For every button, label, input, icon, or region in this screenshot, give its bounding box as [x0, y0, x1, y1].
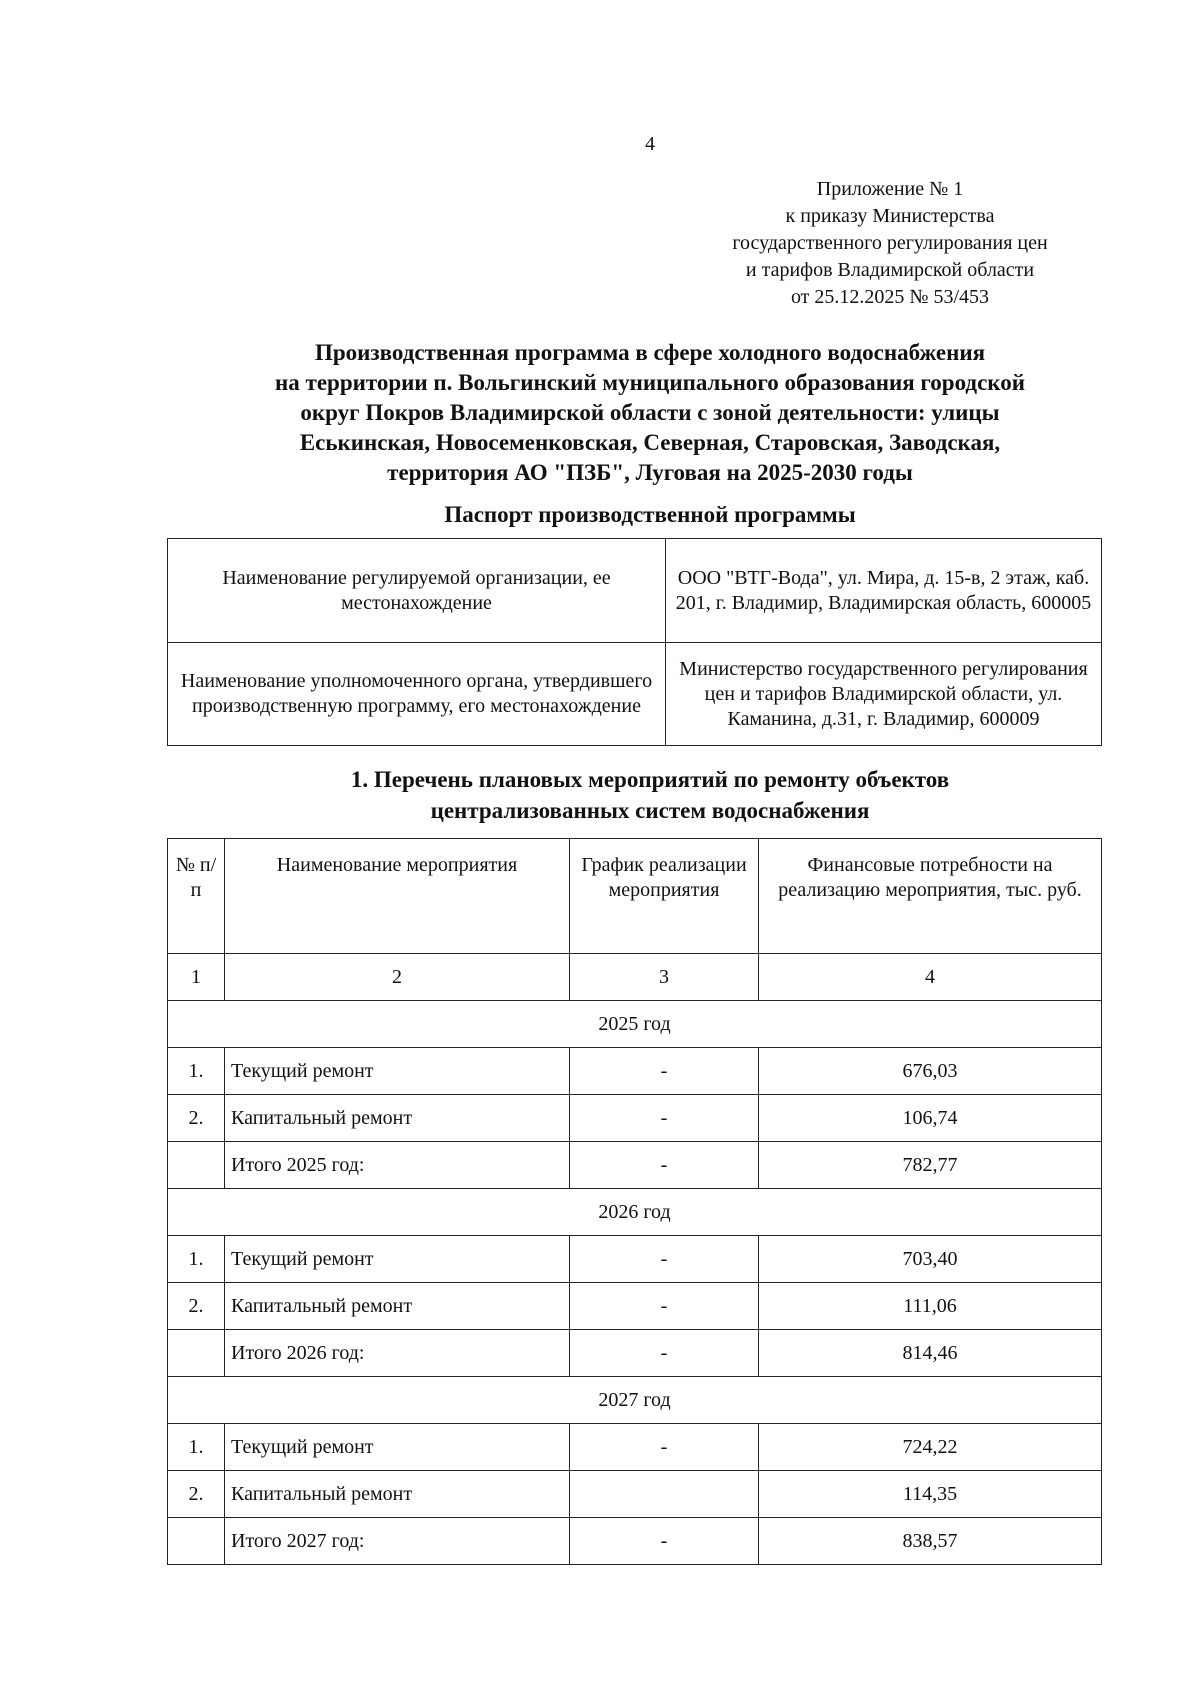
column-number: 2: [225, 954, 570, 1001]
title-line: Производственная программа в сфере холодного водоснабжения: [314, 340, 986, 365]
schedule-cell: -: [570, 1236, 759, 1283]
document-title: [140, 338, 1160, 488]
amount-cell: 703,40: [759, 1236, 1102, 1283]
section-heading-line: 1. Перечень плановых мероприятий по ремонту объектов: [350, 767, 950, 792]
schedule-cell: -: [570, 1283, 759, 1330]
measure-name: Текущий ремонт: [225, 1048, 570, 1095]
table-row: [168, 1048, 1102, 1095]
amount-cell: 814,46: [759, 1330, 1102, 1377]
amount-cell: 676,03: [759, 1048, 1102, 1095]
measures-table: [167, 838, 1102, 1565]
passport-label: Наименование регулируемой организации, ее местонахождение: [168, 539, 666, 643]
schedule-cell: [570, 1471, 759, 1518]
appendix-line: и тарифов Владимирской области: [745, 259, 1035, 281]
passport-row: [168, 643, 1102, 746]
row-number: 2.: [168, 1095, 225, 1142]
column-header: № п/п: [168, 839, 225, 954]
table-header-row: [168, 839, 1102, 954]
appendix-line: от 25.12.2025 № 53/453: [790, 286, 990, 308]
section-heading-line: централизованных систем водоснабжения: [430, 798, 870, 823]
year-row: [168, 1189, 1102, 1236]
schedule-cell: -: [570, 1048, 759, 1095]
title-line: на территории п. Вольгинский муниципального образования городской: [275, 370, 1025, 395]
table-row: [168, 1471, 1102, 1518]
measure-name: Капитальный ремонт: [225, 1095, 570, 1142]
measure-name: Капитальный ремонт: [225, 1471, 570, 1518]
total-row: [168, 1330, 1102, 1377]
row-number: [168, 1330, 225, 1377]
passport-value: ООО "ВТГ-Вода", ул. Мира, д. 15-в, 2 этаж, каб. 201, г. Владимир, Владимирская область, 600005: [666, 539, 1102, 643]
passport-label: Наименование уполномоченного органа, утвердившего производственную программу, его местонахождение: [168, 643, 666, 746]
appendix-block: [700, 176, 1080, 311]
measure-name: Итого 2026 год:: [225, 1330, 570, 1377]
schedule-cell: -: [570, 1095, 759, 1142]
year-label: 2026 год: [168, 1189, 1102, 1236]
schedule-cell: -: [570, 1518, 759, 1565]
year-label: 2025 год: [168, 1001, 1102, 1048]
table-row: [168, 1283, 1102, 1330]
amount-cell: 724,22: [759, 1424, 1102, 1471]
schedule-cell: -: [570, 1330, 759, 1377]
passport-value: Министерство государственного регулирования цен и тарифов Владимирской области, ул. Каманина, д.31, г. Владимир, 600009: [666, 643, 1102, 746]
appendix-line: Приложение № 1: [816, 178, 964, 200]
column-number: 4: [759, 954, 1102, 1001]
row-number: [168, 1142, 225, 1189]
amount-cell: 106,74: [759, 1095, 1102, 1142]
amount-cell: 114,35: [759, 1471, 1102, 1518]
section-heading: [140, 764, 1160, 826]
total-row: [168, 1518, 1102, 1565]
passport-table: [167, 538, 1102, 746]
column-number: 3: [570, 954, 759, 1001]
table-row: [168, 1236, 1102, 1283]
passport-row: [168, 539, 1102, 643]
column-header: Наименование мероприятия: [225, 839, 570, 954]
column-header: График реализации мероприятия: [570, 839, 759, 954]
row-number: 1.: [168, 1048, 225, 1095]
measure-name: Капитальный ремонт: [225, 1283, 570, 1330]
appendix-line: государственного регулирования цен: [732, 232, 1048, 254]
appendix-line: к приказу Министерства: [785, 205, 995, 227]
title-line: округ Покров Владимирской области с зоной деятельности: улицы: [300, 400, 1000, 425]
year-label: 2027 год: [168, 1377, 1102, 1424]
row-number: 1.: [168, 1236, 225, 1283]
row-number: 1.: [168, 1424, 225, 1471]
passport-heading: Паспорт производственной программы: [444, 502, 856, 527]
year-row: [168, 1377, 1102, 1424]
amount-cell: 838,57: [759, 1518, 1102, 1565]
table-row: [168, 1095, 1102, 1142]
table-row: [168, 1424, 1102, 1471]
row-number: 2.: [168, 1283, 225, 1330]
measure-name: Текущий ремонт: [225, 1236, 570, 1283]
measure-name: Итого 2027 год:: [225, 1518, 570, 1565]
measure-name: Текущий ремонт: [225, 1424, 570, 1471]
title-line: Еськинская, Новосеменковская, Северная, Старовская, Заводская,: [299, 430, 1001, 455]
row-number: [168, 1518, 225, 1565]
amount-cell: 111,06: [759, 1283, 1102, 1330]
schedule-cell: -: [570, 1142, 759, 1189]
schedule-cell: -: [570, 1424, 759, 1471]
row-number: 2.: [168, 1471, 225, 1518]
title-line: территория АО "ПЗБ", Луговая на 2025-2030 годы: [387, 460, 913, 485]
column-header: Финансовые потребности на реализацию мероприятия, тыс. руб.: [759, 839, 1102, 954]
column-number: 1: [168, 954, 225, 1001]
page-number: 4: [645, 133, 655, 155]
amount-cell: 782,77: [759, 1142, 1102, 1189]
year-row: [168, 1001, 1102, 1048]
column-number-row: [168, 954, 1102, 1001]
measure-name: Итого 2025 год:: [225, 1142, 570, 1189]
total-row: [168, 1142, 1102, 1189]
